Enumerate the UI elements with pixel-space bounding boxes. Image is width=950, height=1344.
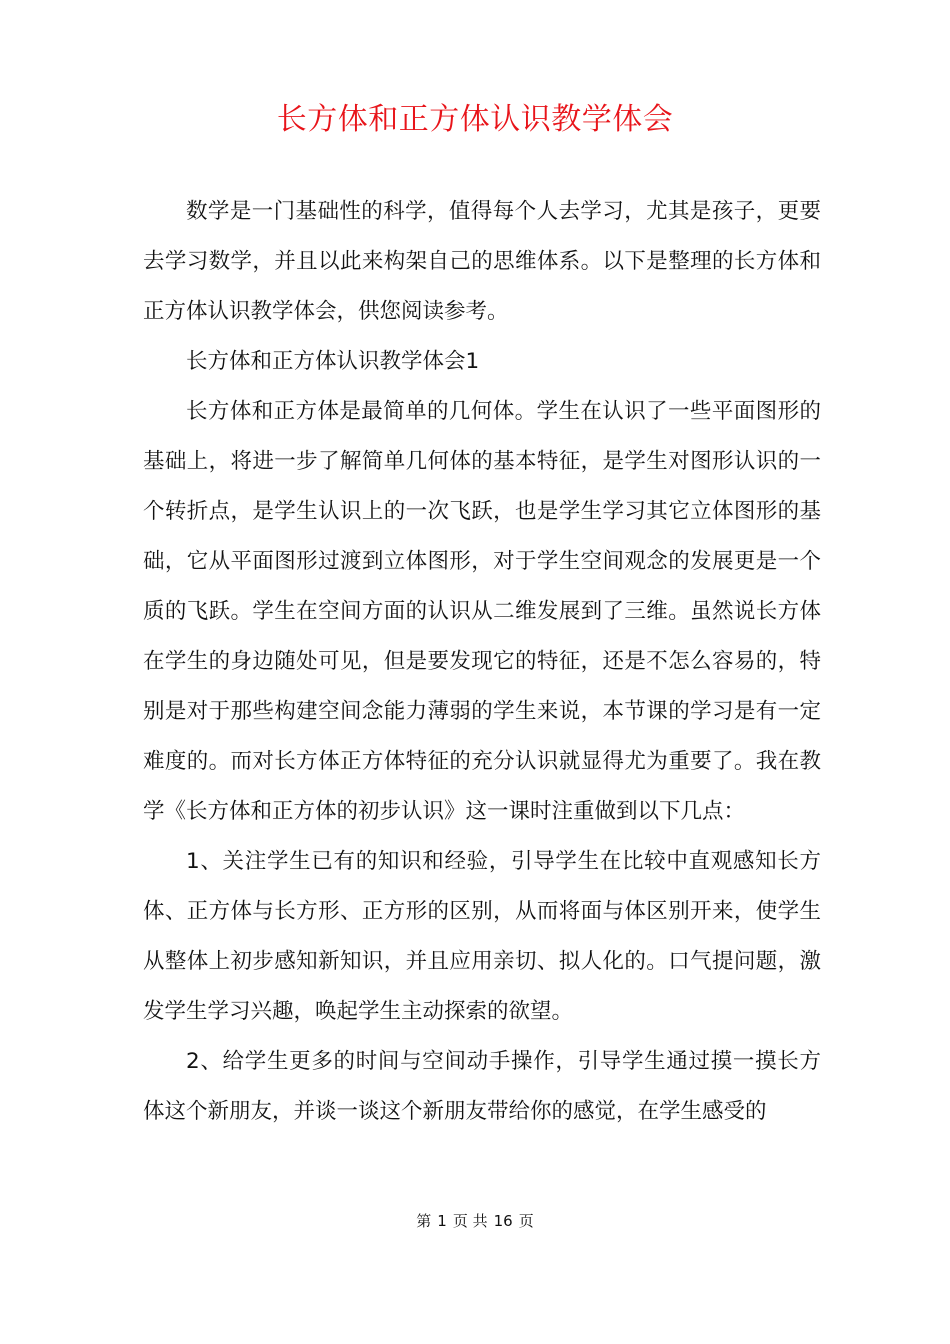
footer-total-pages: 16 — [493, 1212, 513, 1230]
section-heading: 长方体和正方体认识教学体会1 — [186, 349, 480, 374]
document-title: 长方体和正方体认识教学体会 — [276, 102, 674, 137]
page-footer — [0, 1210, 950, 1232]
paragraph-main: 长方体和正方体是最简单的几何体。学生在认识了一些平面图形的基础上，将进一步了解简单几何体的基本特征，是学生对图形认识的一个转折点，是学生认识上的一次飞跃，也是学生学习其它立体图形的基础，它从平面图形过渡到立体图形，对于学生空间观念的发展更是一个质的飞跃。学生在空间方面的认识从二维发展到了三维。虽然说长方体在学生的身边随处可见，但是要发现它的特征，还是不怎么容易的，特别是对于那些构建空间念能力薄弱的学生来说，本节课的学习是有一定难度的。而对长方体正方体特征的充分认识就显得尤为重要了。我在教学《长方体和正方体的初步认识》这一课时注重做到以下几点： — [143, 399, 821, 824]
paragraph-intro: 数学是一门基础性的科学，值得每个人去学习，尤其是孩子，更要去学习数学，并且以此来构架自己的思维体系。以下是整理的长方体和正方体认识教学体会，供您阅读参考。 — [143, 199, 821, 324]
footer-current-page: 1 — [437, 1212, 447, 1230]
footer-prefix: 第 — [416, 1212, 432, 1230]
paragraph-point-1: 1、关注学生已有的知识和经验，引导学生在比较中直观感知长方体、正方体与长方形、正方形的区别，从而将面与体区别开来，使学生从整体上初步感知新知识，并且应用亲切、拟人化的。口气提问题，激发学生学习兴趣，唤起学生主动探索的欲望。 — [143, 849, 821, 1024]
document-body — [143, 187, 821, 1137]
footer-suffix: 页 — [518, 1212, 534, 1230]
paragraph-point-2: 2、给学生更多的时间与空间动手操作，引导学生通过摸一摸长方体这个新朋友，并谈一谈这个新朋友带给你的感觉，在学生感受的 — [143, 1049, 821, 1124]
footer-mid: 页 共 — [452, 1212, 488, 1230]
